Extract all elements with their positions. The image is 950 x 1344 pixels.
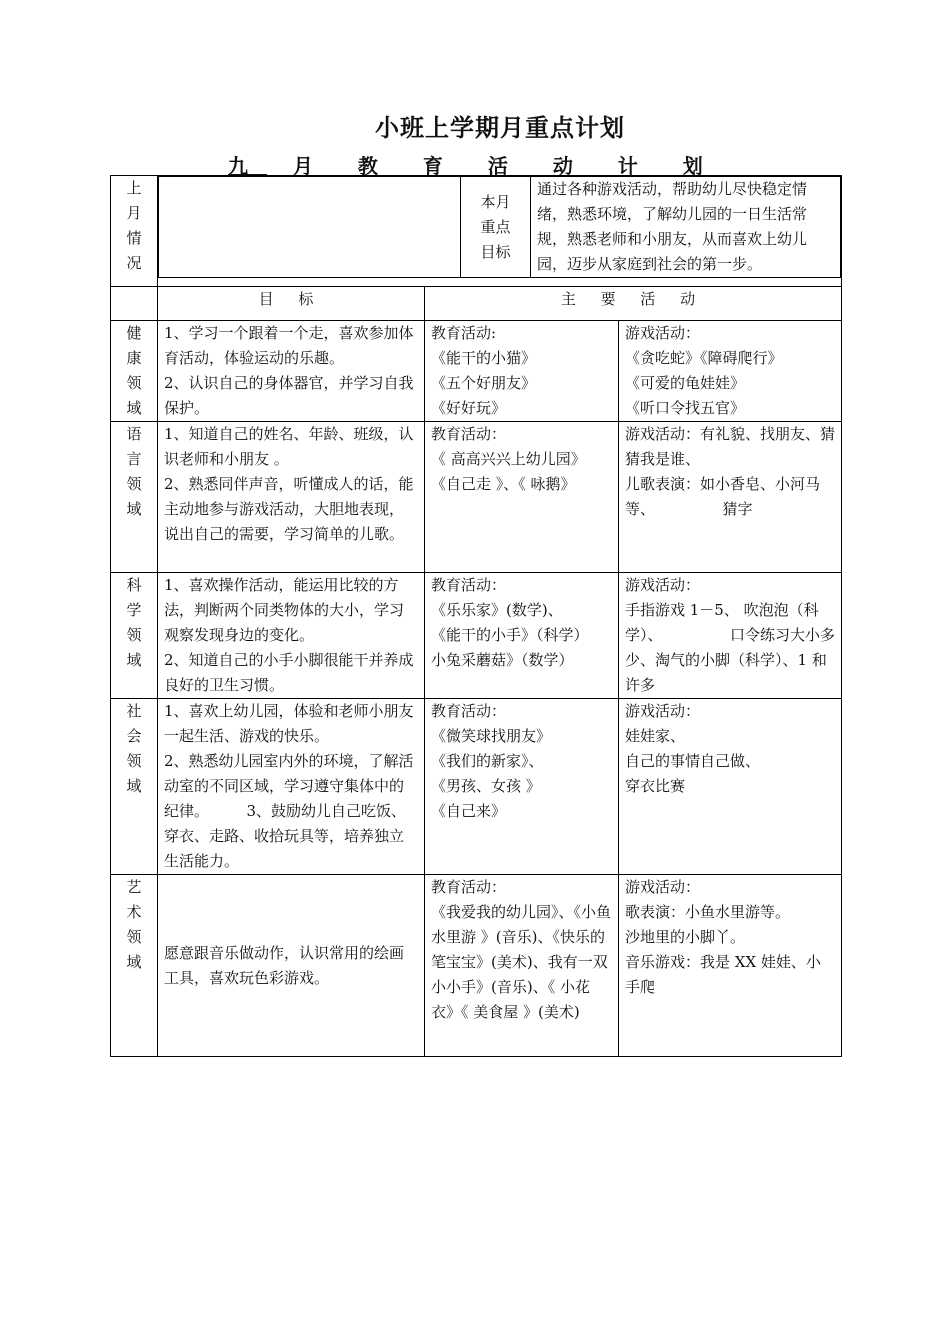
- edu-activities: 教育活动： 《我爱我的幼儿园》、《小鱼水里游 》(音乐)、《快乐的笔宝宝》(美术)、我有一双小小手》(音乐)、《 小花衣》《 美食屋 》(美术): [425, 875, 619, 1057]
- goal-label: 本月重点目标: [480, 192, 511, 261]
- edu-activities: 教育活动: 《能干的小猫》 《五个好朋友》 《好好玩》: [425, 321, 619, 422]
- header-goal: 目 标: [158, 287, 425, 321]
- subtitle-month: 九: [228, 154, 267, 178]
- domain-row-science: [111, 573, 842, 699]
- domain-label: 语言领域: [126, 425, 142, 518]
- goal-label-cell: [461, 177, 531, 278]
- edu-activities: 教育活动： 《 高高兴兴上幼儿园》 《自己走 》、《 咏鹅》: [425, 422, 619, 573]
- header-blank: [111, 287, 158, 321]
- plan-table: [110, 175, 842, 1057]
- top-row: [111, 176, 842, 287]
- top-inner-table: [158, 176, 841, 278]
- domain-goals: 1、知道自己的姓名、年龄、班级，认识老师和小朋友 。 2、熟悉同伴声音，听懂成人的话，能主动地参与游戏活动，大胆地表现，说出自己的需要，学习简单的儿歌。: [158, 422, 425, 573]
- header-row: [111, 287, 842, 321]
- last-month-label-cell: [111, 176, 158, 287]
- page-title: 小班上学期月重点计划: [375, 113, 625, 142]
- header-activities: 主 要 活 动: [425, 287, 842, 321]
- domain-row-health: [111, 321, 842, 422]
- last-month-label: 上月情况: [126, 179, 142, 272]
- edu-activities: 教育活动： 《微笑球找朋友》 《我们的新家》、 《男孩、女孩 》 《自己来》: [425, 699, 619, 875]
- game-activities: 游戏活动： 《贪吃蛇》《障碍爬行》 《可爱的龟娃娃》 《听口令找五官》: [619, 321, 842, 422]
- domain-label: 健康领域: [126, 324, 142, 417]
- domain-goals: 1、学习一个跟着一个走，喜欢参加体育活动，体验运动的乐趣。 2、认识自己的身体器官，并学习自我保护。: [158, 321, 425, 422]
- domain-goals: 1、喜欢上幼儿园，体验和老师小朋友一起生活、游戏的快乐。 2、熟悉幼儿园室内外的环境，了解活动室的不同区域，学习遵守集体中的纪律。 3、鼓励幼儿自己吃饭、穿衣、走路、收拾玩具等，培养独立生活能力。: [158, 699, 425, 875]
- domain-row-social: [111, 699, 842, 875]
- top-right-cell: [158, 176, 842, 287]
- edu-activities: 教育活动： 《乐乐家》(数学)、 《能干的小手》（科学） 小兔采蘑菇》（数学）: [425, 573, 619, 699]
- domain-row-language: [111, 422, 842, 573]
- domain-label: 科学领域: [126, 576, 142, 669]
- goal-text: 通过各种游戏活动，帮助幼儿尽快稳定情绪，熟悉环境，了解幼儿园的一日生活常规，熟悉老师和小朋友，从而喜欢上幼儿园，迈步从家庭到社会的第一步。: [531, 177, 841, 278]
- last-month-value: [159, 177, 461, 278]
- game-activities: 游戏活动： 手指游戏 1－5、 吹泡泡（科学）、 口令练习大小多少、淘气的小脚（科学）、1 和许多: [619, 573, 842, 699]
- domain-row-art: [111, 875, 842, 1057]
- domain-goals: 愿意跟音乐做动作，认识常用的绘画工具，喜欢玩色彩游戏。: [158, 875, 425, 1057]
- game-activities: 游戏活动： 娃娃家、 自己的事情自己做、 穿衣比赛: [619, 699, 842, 875]
- domain-goals: 1、喜欢操作活动，能运用比较的方法，判断两个同类物体的大小，学习观察发现身边的变化。 2、知道自己的小手小脚很能干并养成良好的卫生习惯。: [158, 573, 425, 699]
- game-activities: 游戏活动： 歌表演：小鱼水里游等。 沙地里的小脚丫。 音乐游戏：我是 XX 娃娃、小手爬: [619, 875, 842, 1057]
- game-activities: 游戏活动：有礼貌、找朋友、猜猜我是谁、 儿歌表演：如小香皂、小河马等、 猜字: [619, 422, 842, 573]
- domain-label: 艺术领域: [126, 878, 142, 971]
- subtitle-rest: 月 教 育 活 动 计 划: [292, 154, 722, 178]
- domain-label: 社会领域: [126, 702, 142, 795]
